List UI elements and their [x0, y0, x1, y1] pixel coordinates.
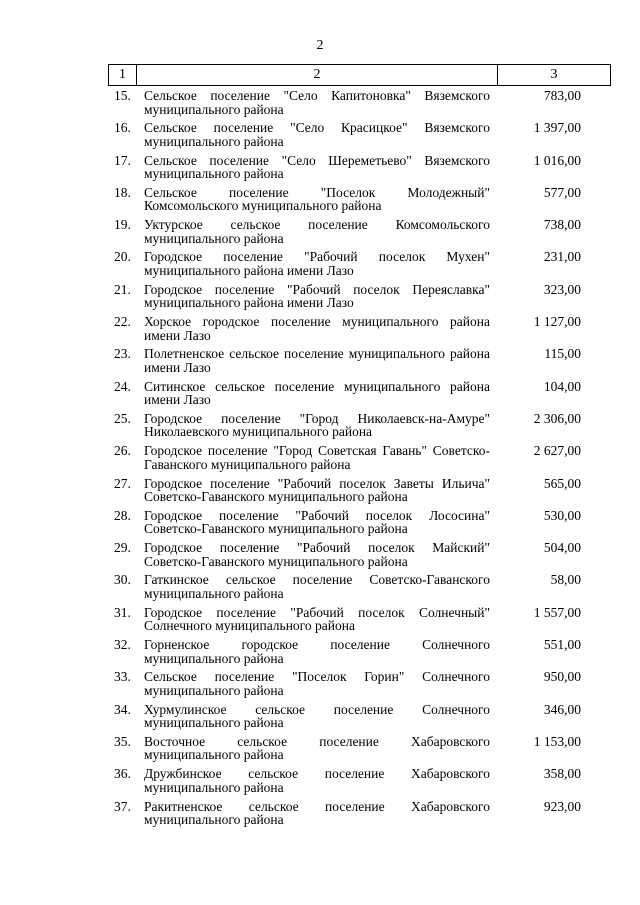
settlement-name: Сельское поселение "Поселок Горин" Солнечного муниципального района	[144, 669, 490, 698]
settlement-name: Горненское городское поселение Солнечного муниципального района	[144, 637, 490, 666]
settlement-name: Уктурское сельское поселение Комсомольского муниципального района	[144, 217, 490, 246]
settlement-name: Городское поселение "Рабочий поселок Лососина" Советско-Гаванского муниципального района	[144, 507, 490, 537]
amount-value: 2 306,00	[533, 410, 581, 426]
settlement-name: Ситинское сельское поселение муниципального района имени Лазо	[144, 378, 490, 408]
amount-value: 115,00	[544, 346, 581, 362]
table-row	[108, 606, 611, 638]
table-row	[108, 186, 611, 218]
table-row	[108, 573, 611, 605]
amount-value: 738,00	[543, 217, 581, 233]
amount-value: 231,00	[543, 249, 581, 265]
table-row	[108, 670, 611, 702]
settlement-name: Сельское поселение "Село Капитоновка" Вяземского муниципального района	[144, 88, 490, 117]
amount-value: 923,00	[543, 798, 581, 814]
amount-value: 530,00	[543, 507, 581, 523]
amount-value: 1 397,00	[533, 120, 581, 136]
row-number: 25.	[114, 410, 131, 426]
table-row	[108, 703, 611, 735]
row-number: 34.	[114, 701, 131, 717]
header-cell-name: 2	[137, 65, 498, 85]
amount-value: 358,00	[543, 766, 581, 782]
table-row	[108, 315, 611, 347]
amount-value: 1 127,00	[533, 314, 581, 330]
settlement-name: Сельское поселение "Село Красицкое" Вяземского муниципального района	[144, 120, 490, 149]
settlement-name: Городское поселение "Рабочий поселок Майский" Советско-Гаванского муниципального района	[144, 540, 490, 569]
row-number: 29.	[114, 540, 131, 556]
table-row	[108, 735, 611, 767]
settlement-name: Городское поселение "Город Советская Гавань" Советско-Гаванского муниципального района	[144, 443, 490, 472]
table-row	[108, 444, 611, 476]
settlement-name: Ракитненское сельское поселение Хабаровского муниципального района	[144, 798, 490, 828]
table-row	[108, 154, 611, 186]
amount-value: 1 557,00	[533, 604, 581, 620]
table-row	[108, 800, 611, 832]
row-number: 30.	[114, 572, 131, 588]
settlement-name: Хорское городское поселение муниципального района имени Лазо	[144, 314, 490, 343]
row-number: 21.	[114, 281, 131, 297]
amount-value: 551,00	[543, 637, 581, 653]
amount-value: 504,00	[543, 540, 581, 556]
table-row	[108, 283, 611, 315]
table-row	[108, 218, 611, 250]
table-row	[108, 767, 611, 799]
table-row	[108, 477, 611, 509]
table-header	[108, 64, 611, 86]
amount-value: 565,00	[543, 475, 581, 491]
settlement-name: Хурмулинское сельское поселение Солнечного муниципального района	[144, 701, 490, 731]
table-row	[108, 638, 611, 670]
amount-value: 577,00	[543, 184, 581, 200]
header-cell-value: 3	[550, 67, 558, 82]
row-number: 17.	[114, 152, 131, 168]
row-number: 26.	[114, 443, 131, 459]
amount-value: 950,00	[543, 669, 581, 685]
row-number: 15.	[114, 88, 131, 103]
row-number: 33.	[114, 669, 131, 685]
row-number: 37.	[114, 798, 131, 814]
table-row	[108, 412, 611, 444]
header-cell-number: 1	[109, 65, 137, 85]
table-row	[108, 121, 611, 153]
settlement-name: Полетненское сельское поселение муниципального района имени Лазо	[144, 346, 490, 375]
table-row	[108, 541, 611, 573]
table-row	[108, 347, 611, 379]
amount-value: 783,00	[543, 88, 581, 103]
settlement-name: Городское поселение "Рабочий поселок Мухен" муниципального района имени Лазо	[144, 249, 490, 278]
row-number: 27.	[114, 475, 131, 491]
row-number: 28.	[114, 507, 131, 523]
settlement-name: Городское поселение "Рабочий поселок Заветы Ильича" Советско-Гаванского муниципального района	[144, 475, 490, 505]
page-number: 2	[316, 38, 324, 53]
amount-value: 346,00	[543, 701, 581, 717]
table-row	[108, 509, 611, 541]
row-number: 23.	[114, 346, 131, 362]
row-number: 35.	[114, 733, 131, 749]
table-row	[108, 250, 611, 282]
settlement-name: Городское поселение "Город Николаевск-на-Амуре" Николаевского муниципального района	[144, 410, 490, 440]
row-number: 19.	[114, 217, 131, 233]
amount-value: 1 016,00	[533, 152, 581, 168]
settlement-name: Городское поселение "Рабочий поселок Переяславка" муниципального района имени Лазо	[144, 281, 490, 311]
amount-value: 1 153,00	[533, 733, 581, 749]
row-number: 31.	[114, 604, 131, 620]
table-row	[108, 380, 611, 412]
row-number: 36.	[114, 766, 131, 782]
amount-value: 323,00	[543, 281, 581, 297]
amount-value: 58,00	[550, 572, 581, 588]
row-number: 20.	[114, 249, 131, 265]
settlement-name: Дружбинское сельское поселение Хабаровского муниципального района	[144, 766, 490, 795]
settlement-name: Городское поселение "Рабочий поселок Солнечный" Солнечного муниципального района	[144, 604, 490, 634]
settlement-name: Гаткинское сельское поселение Советско-Гаванского муниципального района	[144, 572, 490, 601]
settlement-name: Сельское поселение "Село Шереметьево" Вяземского муниципального района	[144, 152, 490, 182]
row-number: 24.	[114, 378, 131, 394]
settlement-name: Восточное сельское поселение Хабаровского муниципального района	[144, 733, 490, 763]
amount-value: 104,00	[543, 378, 581, 394]
row-number: 22.	[114, 314, 131, 330]
row-number: 16.	[114, 120, 131, 136]
table-body	[108, 89, 611, 832]
amount-value: 2 627,00	[533, 443, 581, 459]
table-row	[108, 89, 611, 121]
settlement-name: Сельское поселение "Поселок Молодежный" Комсомольского муниципального района	[144, 184, 490, 214]
row-number: 18.	[114, 184, 131, 200]
row-number: 32.	[114, 637, 131, 653]
